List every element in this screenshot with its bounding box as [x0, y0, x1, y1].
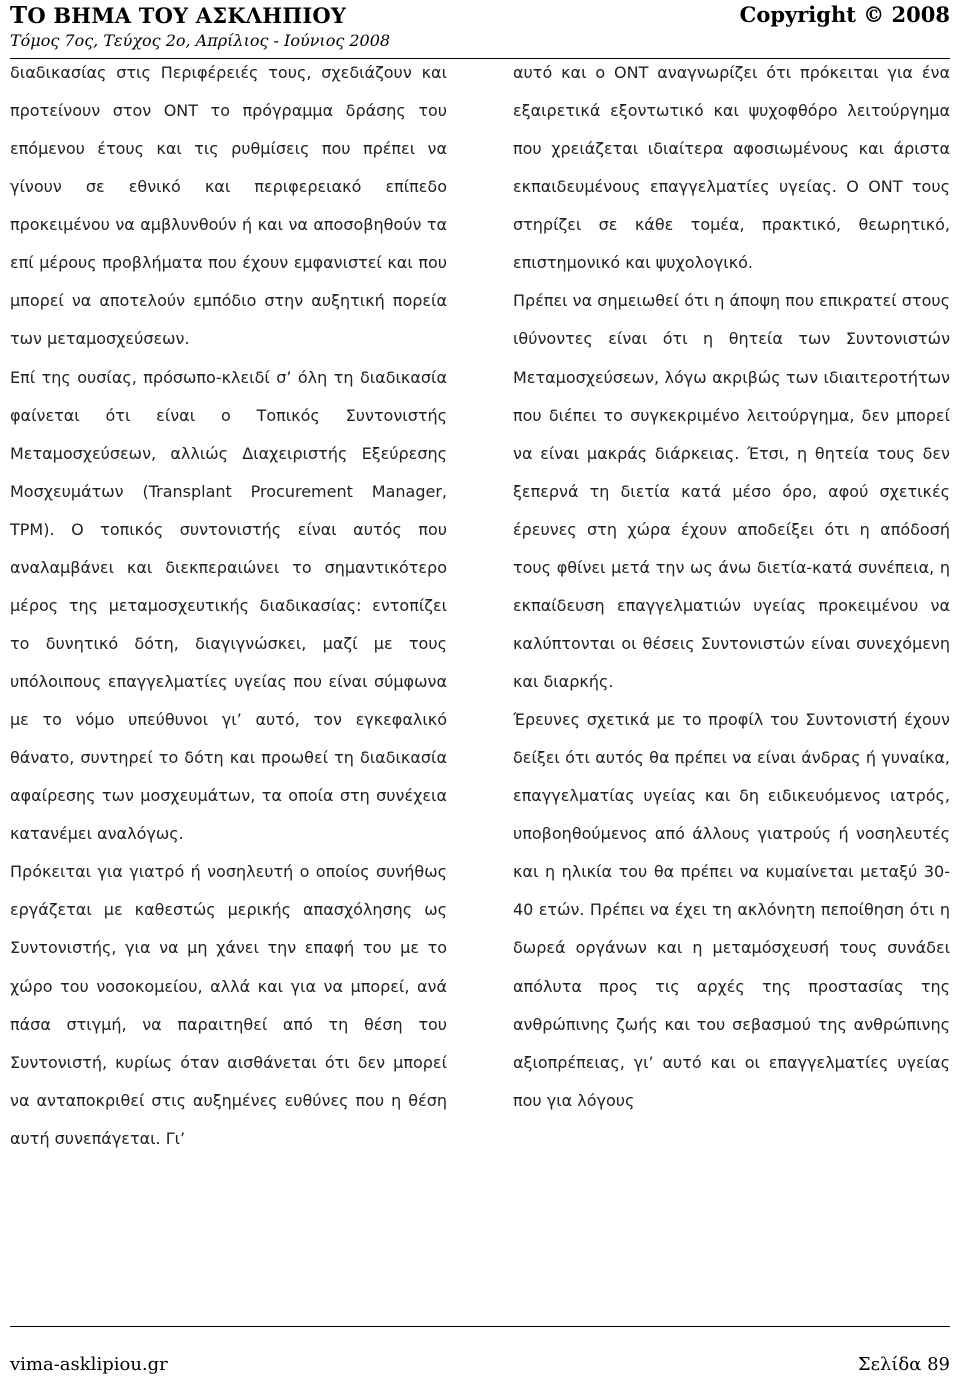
page-header: [10, 0, 950, 59]
paragraph: Πρέπει να σημειωθεί ότι η άποψη που επικρατεί στους ιθύνοντες είναι ότι η θητεία των Συντονιστών Μεταμοσχεύσεων, λόγω ακριβώς των ιδιαιτεροτήτων που διέπει το συγκεκριμένο λειτούργημα, δεν μπορεί να είναι μακράς διάρκειας. Έτσι, η θητεία τους δεν ξεπερνά τη διετία κατά μέσο όρο, αφού σχετικές έρευνες στη χώρα έχουν αποδείξει ότι η απόδοσή τους φθίνει μετά την ως άνω διετία-κατά συνέπεια, η εκπαίδευση επαγγελματιών υγείας προκειμένου να καλύπτονται οι θέσεις Συντονιστών είναι συνεχόμενη και διαρκής.: [513, 291, 950, 691]
paragraph: διαδικασίας στις Περιφέρειές τους, σχεδιάζουν και προτείνουν στον ΟΝΤ το πρόγραμμα δράσης του επόμενου έτους και τις ρυθμίσεις που πρέπει να γίνουν σε εθνικό και περιφερειακό επίπεδο προκειμένου να αμβλυνθούν ή και να αποσοβηθούν τα επί μέρους προβλήματα που έχουν εμφανιστεί και που μπορεί να αποτελούν εμπόδιο στην αυξητική πορεία των μεταμοσχεύσεων.: [10, 63, 447, 349]
page-number: Σελίδα 89: [857, 1354, 950, 1375]
paragraph: Επί της ουσίας, πρόσωπο-κλειδί σ’ όλη τη διαδικασία φαίνεται ότι είναι ο Τοπικός Συντονιστής Μεταμοσχεύσεων, αλλιώς Διαχειριστής Εξεύρεσης Μοσχευμάτων (Transplant Procurement Manager, TPM). Ο τοπικός συντονιστής είναι αυτός που αναλαμβάνει και διεκπεραιώνει το σημαντικότερο μέρος της μεταμοσχευτικής διαδικασίας: εντοπίζει το δυνητικό δότη, διαγιγνώσκει, μαζί με τους υπόλοιπους επαγγελματίες υγείας που είναι σύμφωνα με το νόμο υπεύθυνοι γι’ αυτό, τον εγκεφαλικό θάνατο, συντηρεί το δότη και προωθεί τη διαδικασία αφαίρεσης των μοσχευμάτων, τα οποία στη συνέχεια κατανέμει αναλόγως.: [10, 367, 447, 844]
right-column: [513, 54, 950, 1120]
paragraph: Έρευνες σχετικά με το προφίλ του Συντονιστή έχουν δείξει ότι αυτός θα πρέπει να είναι άνδρας ή γυναίκα, επαγγελματίας υγείας και δη ειδικευόμενος ιατρός, υποβοηθούμενος από άλλους γιατρούς ή νοσηλευτές και η ηλικία του θα πρέπει να κυμαίνεται μεταξύ 30-40 ετών. Πρέπει να έχει τη ακλόνητη πεποίθηση ότι η δωρεά οργάνων και η μεταμόσχευσή τους συνάδει απόλυτα προς τις αρχές της προστασίας της ανθρώπινης ζωής και του σεβασμού της ανθρώπινης αξιοπρέπειας, γι’ αυτό και οι επαγγελματίες υγείας που για λόγους: [513, 710, 950, 1110]
paragraph: Πρόκειται για γιατρό ή νοσηλευτή ο οποίος συνήθως εργάζεται με καθεστώς μερικής απασχόλησης ως Συντονιστής, για να μη χάνει την επαφή του με το χώρο του νοσοκομείου, αλλά και για να μπορεί, ανά πάσα στιγμή, να παραιτηθεί από τη θέση του Συντονιστή, κυρίως όταν αισθάνεται ότι δεν μπορεί να ανταποκριθεί στις αυξημένες ευθύνες που η θέση αυτή συνεπάγεται. Γι’: [10, 862, 447, 1148]
journal-title: [10, 2, 346, 29]
paragraph: αυτό και ο ΟΝΤ αναγνωρίζει ότι πρόκειται για ένα εξαιρετικά εξοντωτικό και ψυχοφθόρο λειτούργημα που χρειάζεται ιδιαίτερα αφοσιωμένους και άριστα εκπαιδευμένους επαγγελματίες υγείας. Ο ΟΝΤ τους στηρίζει σε κάθε τομέα, πρακτικό, θεωρητικό, επιστημονικό και ψυχολογικό.: [513, 63, 950, 273]
page-footer: [10, 1326, 950, 1381]
left-column: [10, 54, 447, 1158]
journal-title-text: Ο ΒΗΜΑ ΤΟΥ ΑΣΚΛΗΠΙΟΥ: [27, 3, 347, 28]
website-link[interactable]: vima-asklipiou.gr: [10, 1354, 168, 1375]
journal-title-initial: Τ: [10, 2, 28, 29]
copyright-notice: Copyright © 2008: [739, 2, 950, 27]
issue-info: Τόμος 7ος, Τεύχος 2ο, Απρίλιος - Ιούνιος 2008: [10, 31, 391, 50]
